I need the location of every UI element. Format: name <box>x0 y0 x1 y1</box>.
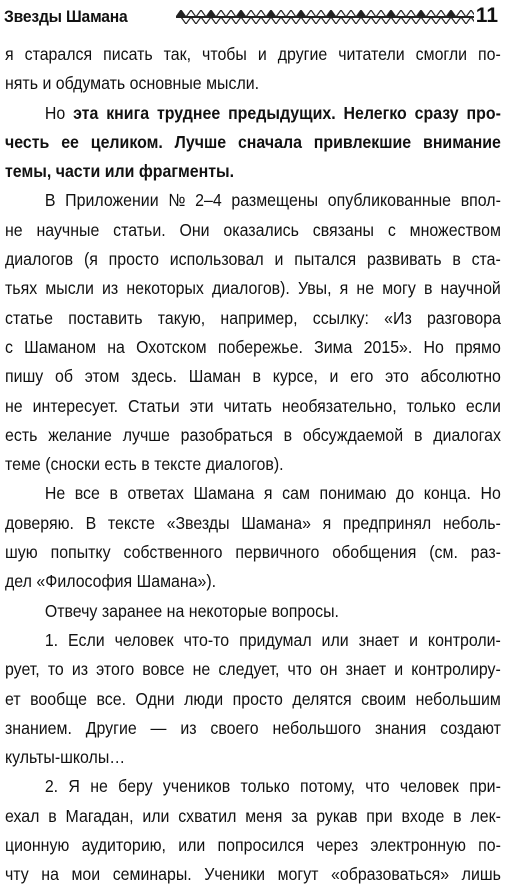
ornament-triangle-down <box>431 17 441 24</box>
text-line: 2. Я не беру учеников только потому, что человек при- <box>44 776 501 797</box>
text-line: Не все в ответах Шамана я сам понимаю до конца. Но <box>44 483 501 504</box>
ornament-decoration <box>176 10 474 24</box>
ornament-triangle-down <box>391 17 401 24</box>
ornament-triangle-down <box>201 17 211 24</box>
ornament-triangle-up <box>196 10 206 17</box>
text-line: есть желание лучше разобраться в обсуждаемой в диалогах <box>5 424 501 445</box>
running-title: Звезды Шамана <box>4 7 128 26</box>
text-line: Отвечу заранее на некоторые вопросы. <box>44 600 339 621</box>
page-number: 11 <box>475 4 498 27</box>
ornament-triangle-down <box>191 17 201 24</box>
ornament-triangle-up <box>206 10 216 17</box>
text-line: шую попытку собственного первичного обобщения (см. раз- <box>5 542 501 563</box>
ornament-triangle-down <box>241 17 251 24</box>
text-line: теме (сноски есть в тексте диалогов). <box>5 454 284 475</box>
text-line: ехал в Магадан, или схватил меня за рукав при входе в лек- <box>5 805 501 826</box>
text-line: пишу об этом здесь. Шаман в курсе, и его это абсолютно <box>5 366 501 387</box>
ornament-triangle-down <box>441 17 451 24</box>
ornament-triangle-up <box>446 10 456 17</box>
ornament-triangle-down <box>371 17 381 24</box>
ornament-triangle-down <box>381 17 391 24</box>
ornament-triangle-up <box>326 10 336 17</box>
ornament-triangle-up <box>456 10 466 17</box>
ornament-triangle-up <box>216 10 226 17</box>
ornament-triangle-up <box>276 10 286 17</box>
ornament-triangle-up <box>436 10 446 17</box>
ornament-triangle-down <box>401 17 411 24</box>
ornament-triangle-down <box>471 17 474 24</box>
ornament-triangle-up <box>366 10 376 17</box>
ornament-triangle-up <box>356 10 366 17</box>
text-line: ционную аудиторию, или попросился через электронную по- <box>5 835 501 856</box>
text-line: дел «Философия Шамана»). <box>5 571 217 592</box>
ornament-triangle-up <box>396 10 406 17</box>
ornament-triangle-up <box>186 10 196 17</box>
text-line: ет вообще все. Одни люди просто делятся своим небольшим <box>5 688 501 709</box>
ornament-triangle-down <box>411 17 421 24</box>
ornament-triangle-up <box>236 10 246 17</box>
ornament-triangle-up <box>416 10 426 17</box>
text-line: не научные статьи. Они оказались связаны с множеством <box>5 219 501 240</box>
ornament-triangle-up <box>306 10 316 17</box>
ornament-triangle-up <box>386 10 396 17</box>
ornament-triangle-up <box>286 10 296 17</box>
text-line: В Приложении № 2–4 размещены опубликованные впол- <box>44 190 501 211</box>
ornament-triangle-down <box>231 17 241 24</box>
text-line: доверяю. В тексте «Звезды Шамана» я предпринял неболь- <box>5 512 501 533</box>
ornament-triangle-up <box>316 10 326 17</box>
ornament-triangle-up <box>376 10 386 17</box>
ornament-triangle-up <box>466 10 474 17</box>
ornament-triangle-down <box>451 17 461 24</box>
text-line: темы, части или фрагменты. <box>5 161 235 182</box>
text-line: статье поставить такую, например, ссылку: «Из разговора <box>5 307 501 328</box>
text-line: культы-школы… <box>5 747 126 768</box>
ornament-triangle-down <box>271 17 281 24</box>
ornament-triangle-up <box>346 10 356 17</box>
running-header <box>4 2 502 32</box>
ornament-triangle-down <box>311 17 321 24</box>
text-line: рует, то из этого вовсе не следует, что он знает и контролиру- <box>5 659 501 680</box>
ornament-triangle-down <box>321 17 331 24</box>
ornament-triangle-down <box>291 17 301 24</box>
ornament-triangle-down <box>221 17 231 24</box>
ornament-triangle-up <box>406 10 416 17</box>
ornament-triangle-up <box>246 10 256 17</box>
ornament-triangle-up <box>296 10 306 17</box>
text-line: с Шаманом на Охотском побережье. Зима 2015». Но прямо <box>5 336 501 357</box>
text-line: диалогов (я просто использовал и пытался развивать в ста- <box>5 249 501 270</box>
ornament-triangle-down <box>461 17 471 24</box>
text-line: чту на мои семинары. Ученики могут «образоваться» лишь <box>5 864 501 885</box>
ornament-triangle-up <box>266 10 276 17</box>
text-line: честь ее целиком. Лучше сначала привлекшие внимание <box>5 131 501 152</box>
text-line: 1. Если человек что-то придумал или знает и контроли- <box>44 629 501 650</box>
ornament-triangle-down <box>281 17 291 24</box>
ornament-triangle-down <box>331 17 341 24</box>
ornament-triangle-down <box>181 17 191 24</box>
body-text <box>5 40 501 890</box>
text-line: Но эта книга труднее предыдущих. Нелегко сразу про- <box>44 102 501 123</box>
ornament-triangle-up <box>336 10 346 17</box>
text-line: тьях мысли из некоторых диалогов). Увы, я не могу в научной <box>5 278 501 299</box>
ornament-triangle-down <box>301 17 311 24</box>
ornament-triangle-down <box>361 17 371 24</box>
text-line: нять и обдумать основные мысли. <box>5 73 260 94</box>
ornament-triangle-down <box>211 17 221 24</box>
ornament-triangle-up <box>226 10 236 17</box>
ornament-triangle-down <box>351 17 361 24</box>
ornament-triangle-down <box>261 17 271 24</box>
text-line: знанием. Другие — из своего небольшого знания создают <box>5 717 501 738</box>
text-line: не интересует. Статьи эти читать необязательно, только если <box>5 395 501 416</box>
ornament-triangle-down <box>421 17 431 24</box>
ornament-triangle-down <box>251 17 261 24</box>
ornament-triangle-up <box>426 10 436 17</box>
ornament-triangle-down <box>341 17 351 24</box>
ornament-triangle-up <box>256 10 266 17</box>
text-line: я старался писать так, чтобы и другие читатели смогли по- <box>5 44 501 64</box>
ornament-triangle-up <box>176 10 186 17</box>
